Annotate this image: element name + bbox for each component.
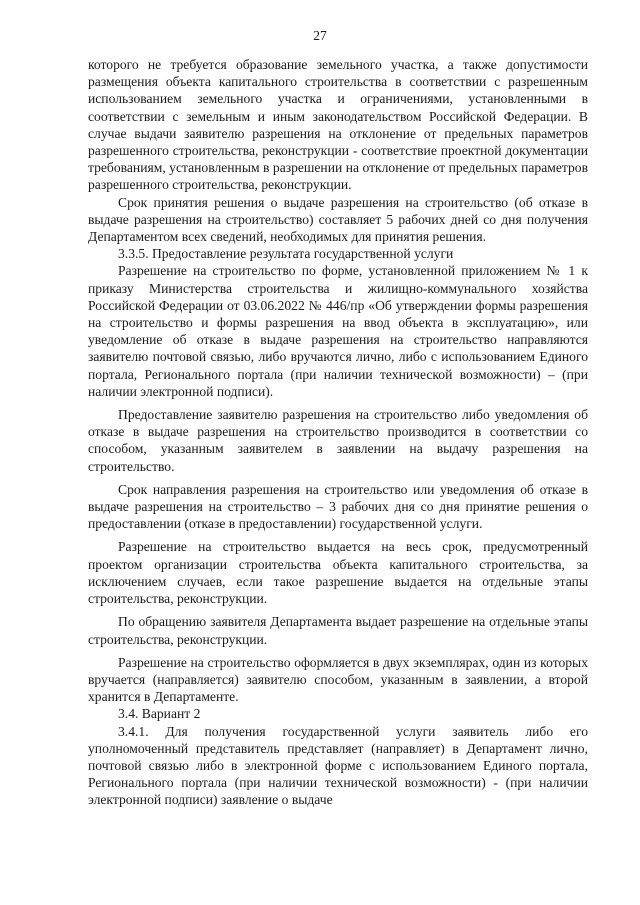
document-body	[88, 56, 588, 809]
paragraph-permit-form: Разрешение на строительство по форме, установленной приложением № 1 к приказу Министерства строительства и жилищно-коммунального хозяйства Российской Федерации от 03.06.2022 № 446/пр «Об утверждении формы разрешения на строительство и формы разрешения на ввод объекта в эксплуатацию», или уведомление об отказе в выдаче разрешения на строительство направляются заявителю почтовой связью, либо вручаются лично, либо с использованием Единого портала, Регионального портала (при наличии технической возможности) – (при наличии электронной подписи).	[88, 263, 588, 399]
page-number: 27	[313, 28, 327, 43]
paragraph-stage-permits: По обращению заявителя Департамента выдает разрешение на отдельные этапы строительства, реконструкции.	[88, 614, 588, 647]
section-heading-3-3-5: 3.3.5. Предоставление результата государственной услуги	[118, 246, 454, 262]
paragraph-permit-validity: Разрешение на строительство выдается на весь срок, предусмотренный проектом организации строительства объекта капитального строительства, за исключением случаев, если такое разрешение выдается на отдельные этапы строительства, реконструкции.	[88, 539, 588, 607]
section-heading-3-4: 3.4. Вариант 2	[118, 706, 201, 722]
paragraph-delivery-term: Срок направления разрешения на строительство или уведомления об отказе в выдаче разрешения на строительство – 3 рабочих дня со дня принятие решения о предоставлении (отказе в предоставлении) государственной услуги.	[88, 481, 588, 532]
paragraph-two-copies: Разрешение на строительство оформляется в двух экземплярах, один из которых вручается (направляется) заявителю способом, указанным в заявлении, а второй хранится в Департаменте.	[88, 654, 588, 705]
paragraph-3-4-1: 3.4.1. Для получения государственной услуги заявитель либо его уполномоченный представитель представляет (направляет) в Департамент лично, почтовой связью либо в электронной форме с использованием Единого портала, Регионального портала (при наличии технической возможности) - (при наличии электронной подписи) заявление о выдаче	[88, 723, 588, 808]
paragraph-permit-delivery: Предоставление заявителю разрешения на строительство либо уведомления об отказе в выдаче разрешения на строительство производится в соответствии со способом, указанным заявителем в заявлении на выдачу разрешения на строительство.	[88, 407, 588, 474]
paragraph-continuation: которого не требуется образование земельного участка, а также допустимости размещения объекта капитального строительства в соответствии с разрешенным использованием земельного участка и ограничениями, установленными в соответствии с земельным и иным законодательством Российской Федерации. В случае выдачи заявителю разрешения на отклонение от предельных параметров разрешенного строительства, реконструкции - соответствие проектной документации требованиям, установленным в разрешении на отклонение от предельных параметров разрешенного строительства, реконструкции.	[88, 57, 588, 193]
paragraph-decision-term: Срок принятия решения о выдаче разрешения на строительство (об отказе в выдаче разрешения на строительство) составляет 5 рабочих дней со дня получения Департаментом всех сведений, необходимых для принятия решения.	[88, 194, 588, 245]
